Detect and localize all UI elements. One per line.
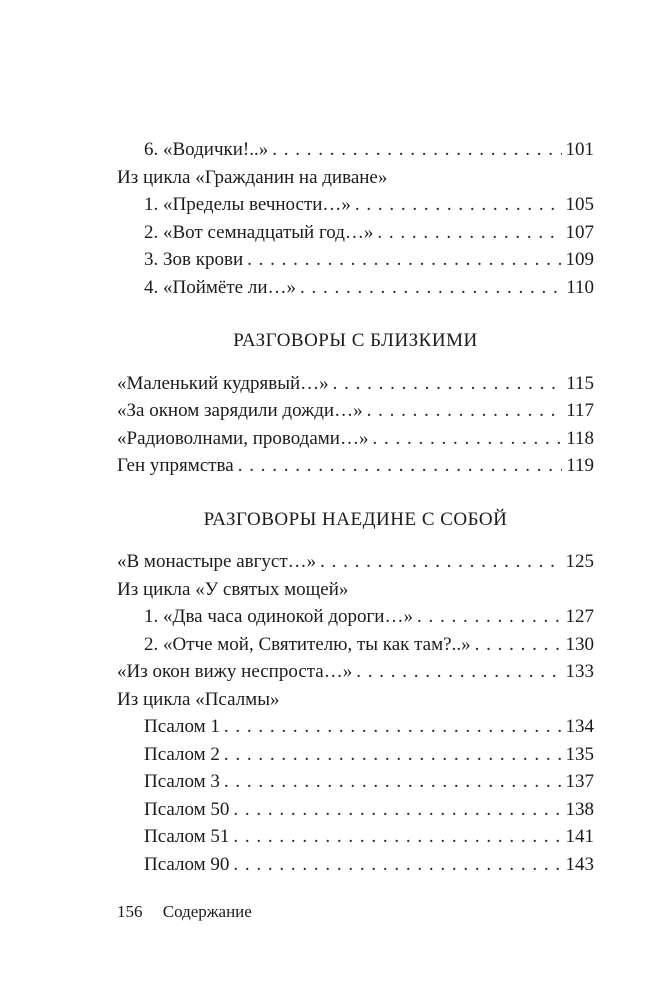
toc-cycle-heading bbox=[117, 164, 594, 192]
toc-entry bbox=[117, 631, 594, 659]
toc-entry-title: Псалом 2 bbox=[144, 743, 220, 765]
toc-entry-page: 143 bbox=[565, 853, 594, 875]
dot-leader bbox=[377, 219, 561, 247]
toc-entry-page: 107 bbox=[565, 221, 594, 243]
toc-entry-page: 134 bbox=[565, 716, 594, 737]
toc-entry-title: Псалом 3 bbox=[144, 771, 220, 792]
toc-entry bbox=[117, 713, 594, 741]
toc-entry bbox=[117, 246, 594, 274]
toc-entry-title: Ген упрямства bbox=[117, 455, 234, 476]
toc-entry bbox=[117, 274, 594, 302]
dot-leader bbox=[372, 425, 562, 453]
toc-entry-page: 137 bbox=[565, 771, 594, 792]
toc-cycle-heading bbox=[117, 576, 594, 604]
toc-entry bbox=[117, 425, 594, 453]
toc-entry-page: 127 bbox=[565, 606, 594, 627]
toc-entry bbox=[117, 191, 594, 219]
toc-entry bbox=[117, 796, 594, 824]
dot-leader bbox=[355, 191, 562, 219]
toc-entry bbox=[117, 741, 594, 769]
toc-entry bbox=[117, 452, 594, 480]
toc-entry bbox=[117, 768, 594, 796]
toc-entry bbox=[117, 548, 594, 576]
toc-entry-title: 3. Зов крови bbox=[144, 249, 244, 270]
toc-entry bbox=[117, 603, 594, 631]
toc-entry-title: 2. «Отче мой, Святителю, ты как там?..» bbox=[144, 633, 471, 655]
toc-entry bbox=[117, 823, 594, 851]
toc-entry-page: 125 bbox=[565, 551, 594, 572]
toc-entry bbox=[117, 219, 594, 247]
toc-entry-title: «Маленький кудрявый…» bbox=[117, 372, 329, 394]
toc-entry bbox=[117, 397, 594, 425]
toc-entry-page: 133 bbox=[565, 661, 594, 682]
dot-leader bbox=[367, 397, 563, 425]
dot-leader bbox=[333, 370, 563, 398]
section-heading: РАЗГОВОРЫ НАЕДИНЕ С СОБОЙ bbox=[203, 508, 508, 530]
toc-entry-title: Из цикла «Псалмы» bbox=[117, 688, 280, 710]
dot-leader bbox=[475, 631, 562, 659]
toc-entry bbox=[117, 851, 594, 879]
page-footer bbox=[117, 902, 252, 922]
section-heading: РАЗГОВОРЫ С БЛИЗКИМИ bbox=[233, 330, 478, 351]
dot-leader bbox=[233, 823, 561, 851]
toc-entry-page: 135 bbox=[565, 743, 594, 765]
dot-leader bbox=[417, 603, 562, 631]
toc-entry-title: Псалом 50 bbox=[144, 798, 230, 820]
toc-entry-page: 141 bbox=[565, 826, 594, 847]
toc-entry-page: 101 bbox=[565, 139, 594, 160]
toc-entry bbox=[117, 658, 594, 686]
footer-running-title: Содержание bbox=[162, 902, 252, 921]
toc-entry-page: 105 bbox=[565, 194, 594, 215]
dot-leader bbox=[356, 658, 561, 686]
toc-entry-page: 115 bbox=[566, 372, 594, 394]
toc-entry-title: 1. «Два часа одинокой дороги…» bbox=[144, 606, 413, 627]
toc-entry-page: 119 bbox=[566, 455, 594, 476]
dot-leader bbox=[247, 246, 561, 274]
toc-entry-page: 118 bbox=[566, 427, 594, 449]
dot-leader bbox=[224, 713, 562, 741]
dot-leader bbox=[300, 274, 562, 302]
toc-entry-title: «Из окон вижу неспроста…» bbox=[117, 661, 353, 682]
toc-entry-title: Псалом 51 bbox=[144, 826, 230, 847]
dot-leader bbox=[233, 851, 561, 879]
footer-page-number: 156 bbox=[117, 902, 143, 921]
toc-entry bbox=[117, 136, 594, 164]
toc-entry-page: 110 bbox=[566, 276, 594, 298]
dot-leader bbox=[224, 741, 562, 769]
toc-entry-page: 117 bbox=[566, 400, 594, 421]
toc-entry-title: Псалом 1 bbox=[144, 716, 220, 737]
toc-entry-title: «В монастыре август…» bbox=[117, 551, 317, 572]
toc-entry-title: Из цикла «У святых мощей» bbox=[117, 578, 349, 600]
dot-leader bbox=[320, 548, 561, 576]
toc-entry-title: Из цикла «Гражданин на диване» bbox=[117, 166, 388, 188]
dot-leader bbox=[233, 796, 561, 824]
toc-entry-title: 1. «Пределы вечности…» bbox=[144, 194, 351, 215]
table-of-contents bbox=[117, 136, 594, 878]
toc-cycle-heading bbox=[117, 686, 594, 714]
toc-entry bbox=[117, 370, 594, 398]
toc-entry-title: «За окном зарядили дожди…» bbox=[117, 400, 363, 421]
toc-entry-page: 109 bbox=[565, 249, 594, 270]
dot-leader bbox=[224, 768, 562, 796]
toc-entry-title: «Радиоволнами, проводами…» bbox=[117, 427, 369, 449]
toc-entry-title: 6. «Водички!..» bbox=[144, 139, 269, 160]
dot-leader bbox=[272, 136, 561, 164]
toc-entry-title: 4. «Поймёте ли…» bbox=[144, 276, 296, 298]
toc-entry-title: 2. «Вот семнадцатый год…» bbox=[144, 221, 374, 243]
dot-leader bbox=[238, 452, 562, 480]
toc-entry-title: Псалом 90 bbox=[144, 853, 230, 875]
toc-entry-page: 138 bbox=[565, 798, 594, 820]
toc-entry-page: 130 bbox=[565, 633, 594, 655]
